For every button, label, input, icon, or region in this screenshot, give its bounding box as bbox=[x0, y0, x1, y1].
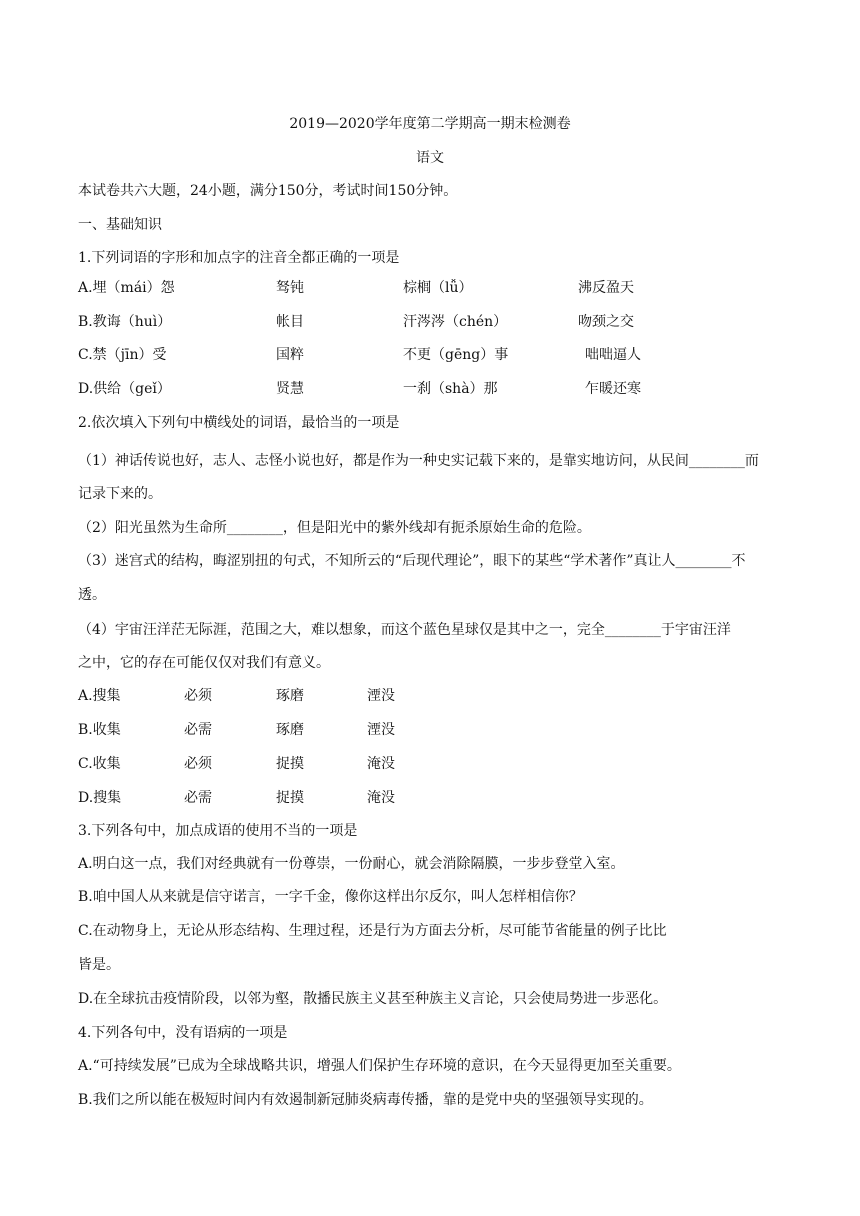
q2-option-b-col4: 湮没 bbox=[367, 722, 395, 738]
exam-intro: 本试卷共六大题，24小题，满分150分，考试时间150分钟。 bbox=[78, 183, 458, 199]
q2-option-b-col3: 琢磨 bbox=[276, 722, 304, 738]
q1-option-d-col1: D.供给（geǐ） bbox=[78, 381, 171, 397]
q1-option-c-col3: 不更（gēng）事 bbox=[403, 347, 509, 363]
q2-option-c-col3: 捉摸 bbox=[276, 756, 304, 772]
q2-option-d-col4: 淹没 bbox=[367, 790, 395, 806]
q2-option-a-col3: 琢磨 bbox=[276, 688, 304, 704]
q2-sentence-2: （2）阳光虽然为生命所________，但是阳光中的紫外线却有扼杀原始生命的危险。 bbox=[78, 520, 591, 536]
q2-sentence-4: （4）宇宙汪洋茫无际涯，范围之大，难以想象，而这个蓝色星球仅是其中之一，完全________于宇宙汪洋 bbox=[78, 622, 731, 638]
q2-option-a-col4: 湮没 bbox=[367, 688, 395, 704]
q3-option-c: C.在动物身上，无论从形态结构、生理过程，还是行为方面去分析，尽可能节省能量的例子比比 bbox=[78, 923, 667, 939]
q2-option-b-col1: B.收集 bbox=[78, 722, 121, 738]
q4-stem: 4.下列各句中，没有语病的一项是 bbox=[78, 1025, 288, 1041]
q1-stem: 1.下列词语的字形和加点字的注音全都正确的一项是 bbox=[78, 250, 400, 266]
q2-option-b-col2: 必需 bbox=[184, 722, 212, 738]
q1-option-c-col2: 国粹 bbox=[276, 347, 304, 363]
q2-sentence-1-cont: 记录下来的。 bbox=[78, 486, 162, 502]
q1-option-b-col1: B.教诲（huì） bbox=[78, 314, 172, 330]
q2-stem: 2.依次填入下列句中横线处的词语，最恰当的一项是 bbox=[78, 415, 400, 431]
q1-option-b-col4: 吻颈之交 bbox=[578, 314, 634, 330]
q3-option-b: B.咱中国人从来就是信守诺言，一字千金，像你这样出尔反尔，叫人怎样相信你？ bbox=[78, 889, 583, 905]
q1-option-b-col2: 帐目 bbox=[276, 314, 304, 330]
q1-option-b-col3: 汗涔涔（chén） bbox=[403, 314, 508, 330]
q3-option-c-cont: 皆是。 bbox=[78, 957, 120, 973]
q1-option-a-col2: 驽钝 bbox=[276, 280, 304, 296]
q3-option-a: A.明白这一点，我们对经典就有一份尊崇，一份耐心，就会消除隔膜，一步步登堂入室。 bbox=[78, 856, 625, 872]
q2-option-c-col1: C.收集 bbox=[78, 756, 121, 772]
q2-option-c-col2: 必须 bbox=[184, 756, 212, 772]
q2-option-a-col2: 必须 bbox=[184, 688, 212, 704]
q1-option-c-col4: 咄咄逼人 bbox=[585, 347, 641, 363]
q1-option-d-col3: 一刹（shà）那 bbox=[403, 381, 498, 397]
q2-option-d-col3: 捉摸 bbox=[276, 790, 304, 806]
q1-option-c-col1: C.禁（jīn）受 bbox=[78, 347, 167, 363]
exam-title: 2019—2020学年度第二学期高一期末检测卷 bbox=[289, 116, 571, 132]
q1-option-d-col2: 贤慧 bbox=[276, 381, 304, 397]
q2-option-d-col1: D.搜集 bbox=[78, 790, 122, 806]
exam-subject: 语文 bbox=[416, 150, 444, 166]
q1-option-d-col4: 乍暖还寒 bbox=[585, 381, 641, 397]
section-heading: 一、基础知识 bbox=[78, 217, 162, 233]
q2-sentence-4-cont: 之中，它的存在可能仅仅对我们有意义。 bbox=[78, 655, 330, 671]
q3-stem: 3.下列各句中，加点成语的使用不当的一项是 bbox=[78, 823, 358, 839]
q3-option-d: D.在全球抗击疫情阶段，以邻为壑，散播民族主义甚至种族主义言论，只会使局势进一步恶化。 bbox=[78, 991, 668, 1007]
q1-option-a-col4: 沸反盈天 bbox=[578, 280, 634, 296]
q2-sentence-3: （3）迷宫式的结构，晦涩别扭的句式，不知所云的“后现代理论”，眼下的某些“学术著作”真让人________不 bbox=[78, 553, 746, 569]
q2-sentence-1: （1）神话传说也好，志人、志怪小说也好，都是作为一种史实记载下来的，是靠实地访问，从民间________而 bbox=[78, 453, 759, 469]
q2-sentence-3-cont: 透。 bbox=[78, 587, 106, 603]
q1-option-a-col3: 棕榈（lǚ） bbox=[403, 280, 473, 296]
q2-option-d-col2: 必需 bbox=[184, 790, 212, 806]
q2-option-c-col4: 淹没 bbox=[367, 756, 395, 772]
q4-option-a: A.“可持续发展”已成为全球战略共识，增强人们保护生存环境的意识，在今天显得更加至关重要。 bbox=[78, 1058, 681, 1074]
q2-option-a-col1: A.搜集 bbox=[78, 688, 121, 704]
q1-option-a-col1: A.埋（mái）怨 bbox=[78, 280, 175, 296]
q4-option-b: B.我们之所以能在极短时间内有效遏制新冠肺炎病毒传播，靠的是党中央的坚强领导实现的。 bbox=[78, 1092, 653, 1108]
